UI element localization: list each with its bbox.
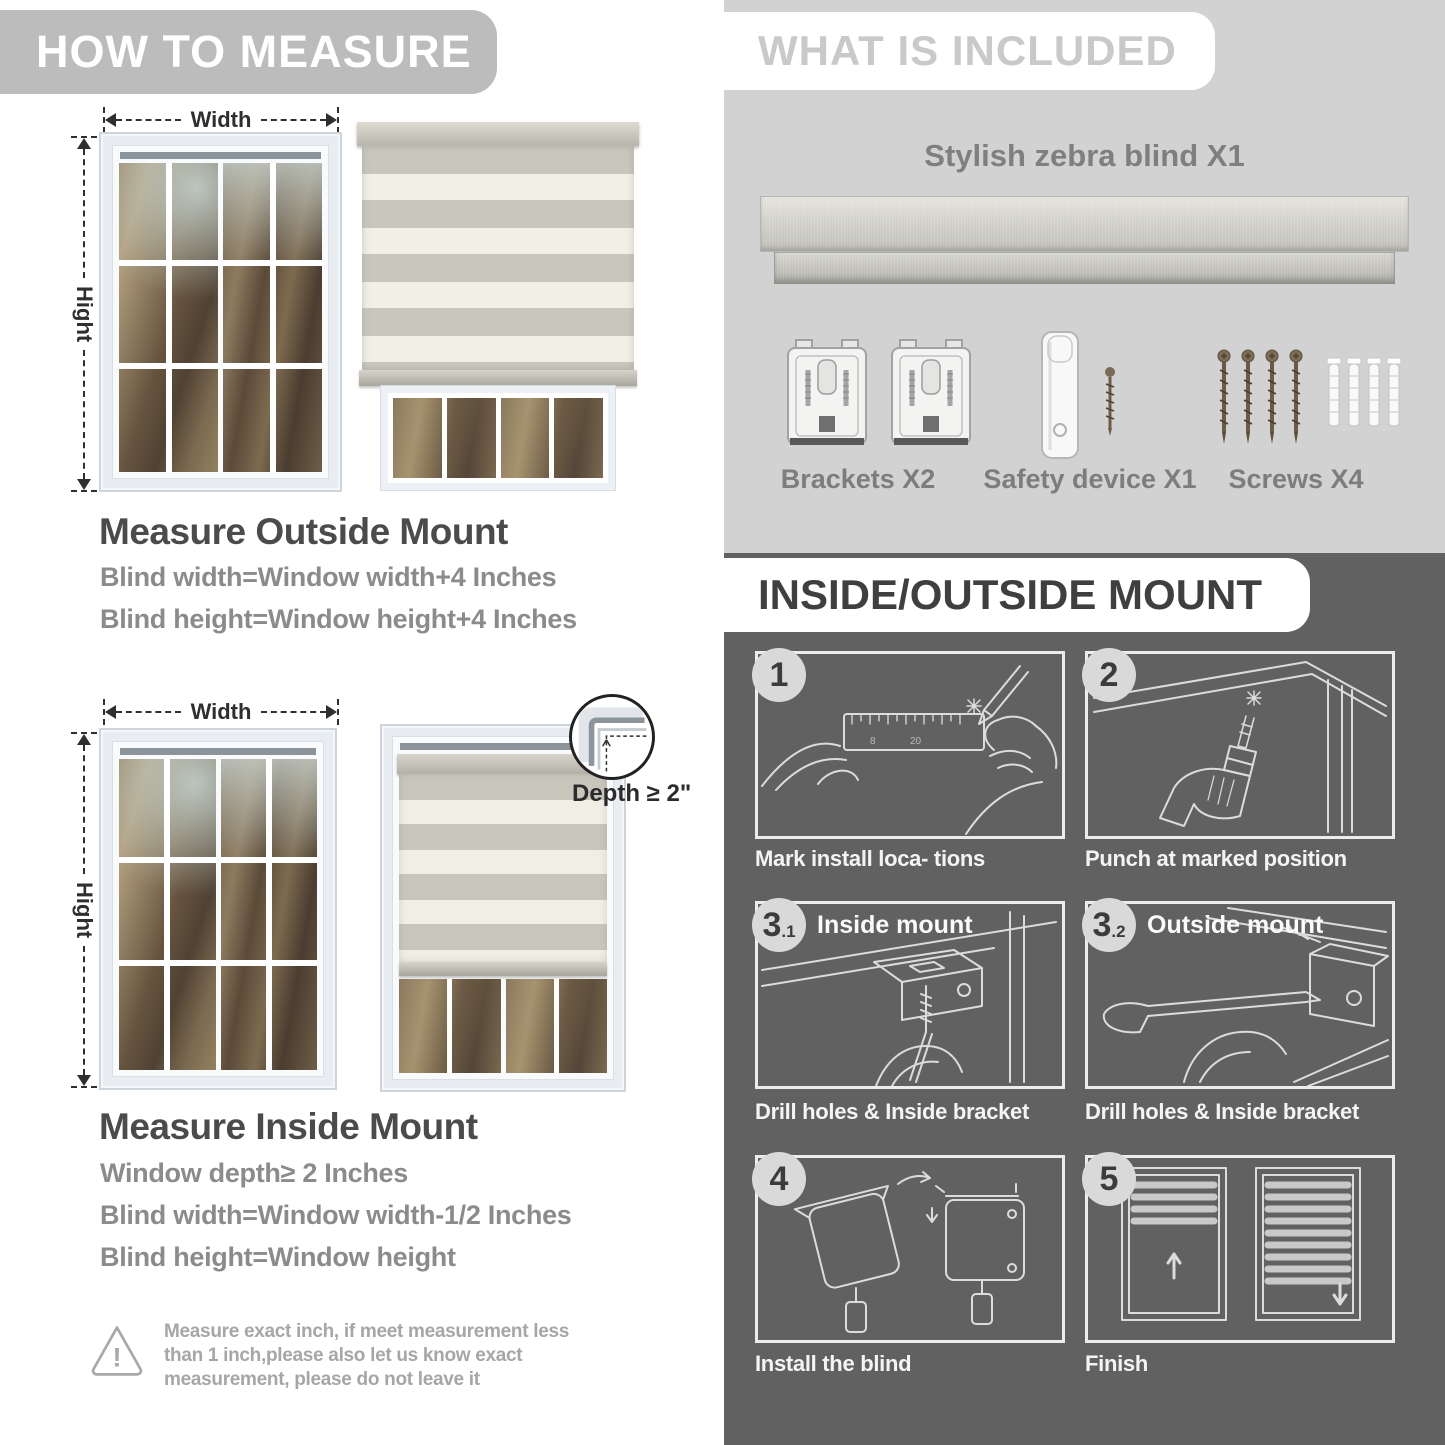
- outside-mount-rule-width: Blind width=Window width+4 Inches: [100, 562, 557, 592]
- step-4-caption: Install the blind: [755, 1351, 912, 1376]
- step-3-2-badge: 3 .2: [1082, 898, 1136, 952]
- warning-text: [164, 1320, 569, 1392]
- arrow-end-tick: [337, 699, 339, 725]
- step-3-1-caption: Drill holes & Inside bracket: [755, 1099, 1030, 1124]
- width-arrow: [103, 106, 339, 134]
- height-arrow: [70, 732, 98, 1088]
- dashed-line: [83, 350, 85, 479]
- arrow-down-head: [77, 1075, 91, 1086]
- what-is-included-header: [724, 12, 1215, 90]
- step-3-2-title: Outside mount: [1147, 911, 1324, 939]
- step-number: 1: [769, 655, 789, 694]
- safety-device-image: [1032, 330, 1142, 465]
- height-label: Hight: [72, 881, 97, 939]
- window-track: [120, 152, 321, 159]
- how-to-measure-header: [0, 10, 497, 94]
- headrail-rail: [774, 252, 1395, 284]
- step-number: 4: [769, 1159, 789, 1198]
- window-below-blind: [381, 386, 615, 490]
- headrail-image: [760, 196, 1409, 284]
- measure-warning: [90, 1320, 670, 1392]
- dashed-line: [116, 711, 181, 713]
- step-3-2-caption: Drill holes & Inside bracket: [1085, 1099, 1360, 1124]
- window-pane: [501, 398, 604, 478]
- mount-title: INSIDE/OUTSIDE MOUNT: [758, 571, 1263, 618]
- dashed-line: [83, 946, 85, 1075]
- arrow-end-tick: [337, 107, 339, 133]
- ruler-mark: 8: [870, 736, 876, 747]
- safety-device-label: Safety device X1: [983, 464, 1197, 494]
- arrow-up-head: [77, 138, 91, 149]
- step-number: 3: [762, 905, 782, 944]
- inside-mount-title: Measure Inside Mount: [99, 1106, 478, 1147]
- warning-line: measurement, please do not leave it: [164, 1369, 480, 1390]
- warning-triangle-icon: [90, 1320, 144, 1382]
- blind-item-label: Stylish zebra blind X1: [924, 138, 1245, 173]
- window-pane: [506, 979, 608, 1073]
- window-pane-right: [221, 759, 318, 1070]
- step-number: 2: [1099, 655, 1119, 694]
- inside-mount-diagram: [0, 688, 700, 1108]
- what-is-included-section: [724, 0, 1445, 553]
- zebra-blind-outside-photo: [362, 122, 634, 490]
- depth-detail-magnifier: [569, 694, 655, 780]
- depth-label: Depth ≥ 2": [572, 780, 692, 807]
- window-sashes: [119, 163, 322, 472]
- outside-mount-diagram: [0, 100, 700, 515]
- blind-bottom-rail: [359, 370, 637, 386]
- how-to-measure-title: HOW TO MEASURE: [36, 26, 472, 77]
- step-1-badge: [752, 648, 806, 702]
- window-pane-left: [119, 759, 216, 1070]
- step-number: 5: [1099, 1159, 1119, 1198]
- step-5-badge: [1082, 1152, 1136, 1206]
- step-5-caption: Finish: [1085, 1351, 1148, 1376]
- dashed-line: [261, 119, 326, 121]
- headrail-cassette: [760, 196, 1409, 252]
- arrow-left-head: [105, 705, 116, 719]
- what-is-included-title: WHAT IS INCLUDED: [758, 27, 1177, 74]
- screws-image: [1212, 344, 1402, 454]
- arrow-end-tick: [71, 1086, 97, 1088]
- blind-bottom-rail: [399, 962, 607, 976]
- window-photo: [99, 728, 337, 1090]
- window-pane: [393, 398, 496, 478]
- inside-mount-rule-width: Blind width=Window width-1/2 Inches: [100, 1200, 572, 1230]
- outside-mount-rule-height: Blind height=Window height+4 Inches: [100, 604, 577, 634]
- window-photo: [99, 132, 342, 492]
- mount-header: [724, 558, 1310, 632]
- arrow-down-head: [77, 479, 91, 490]
- blind-stripes: [362, 146, 634, 370]
- dashed-line: [116, 119, 181, 121]
- window-pane-left: [119, 163, 218, 472]
- blind-cassette: [357, 122, 639, 146]
- warning-line: than 1 inch,please also let us know exact: [164, 1345, 523, 1366]
- window-pane: [399, 979, 501, 1073]
- brackets-image: [780, 336, 980, 458]
- arrow-up-head: [77, 734, 91, 745]
- window-inner-frame: [112, 741, 324, 1077]
- exclamation-mark: !: [112, 1342, 122, 1373]
- inside-mount-rule-height: Blind height=Window height: [100, 1242, 456, 1272]
- width-label: Width: [190, 107, 252, 132]
- width-label: Width: [190, 699, 252, 724]
- inside-mount-rule-depth: Window depth≥ 2 Inches: [100, 1158, 408, 1188]
- step-2-badge: [1082, 648, 1136, 702]
- warning-line: Measure exact inch, if meet measurement less: [164, 1321, 569, 1342]
- step-3-1-title: Inside mount: [817, 911, 973, 939]
- step-2-caption: Punch at marked position: [1085, 846, 1347, 871]
- arrow-end-tick: [71, 490, 97, 492]
- width-arrow: [103, 698, 339, 726]
- window-below-blind: [399, 979, 607, 1073]
- step-number: 3: [1092, 905, 1112, 944]
- screws-label: Screws X4: [1228, 464, 1364, 494]
- step-1-caption: Mark install loca- tions: [755, 846, 985, 871]
- dashed-line: [83, 149, 85, 278]
- window-sashes: [119, 759, 317, 1070]
- height-label: Hight: [72, 285, 97, 343]
- arrow-right-head: [326, 705, 337, 719]
- height-arrow: [70, 136, 98, 492]
- dashed-line: [261, 711, 326, 713]
- step-3-1-badge: 3 .1: [752, 898, 806, 952]
- frame-corner-detail: [572, 697, 652, 777]
- outside-mount-title: Measure Outside Mount: [99, 511, 508, 552]
- window-inner-frame: [112, 145, 329, 479]
- window-track: [120, 748, 316, 755]
- window-pane-right: [223, 163, 322, 472]
- ruler-mark: 20: [910, 736, 922, 747]
- dashed-line: [83, 745, 85, 874]
- inside-outside-mount-section: [724, 553, 1445, 1445]
- brackets-label: Brackets X2: [780, 464, 936, 494]
- arrow-right-head: [326, 113, 337, 127]
- arrow-left-head: [105, 113, 116, 127]
- step-4-badge: [752, 1152, 806, 1206]
